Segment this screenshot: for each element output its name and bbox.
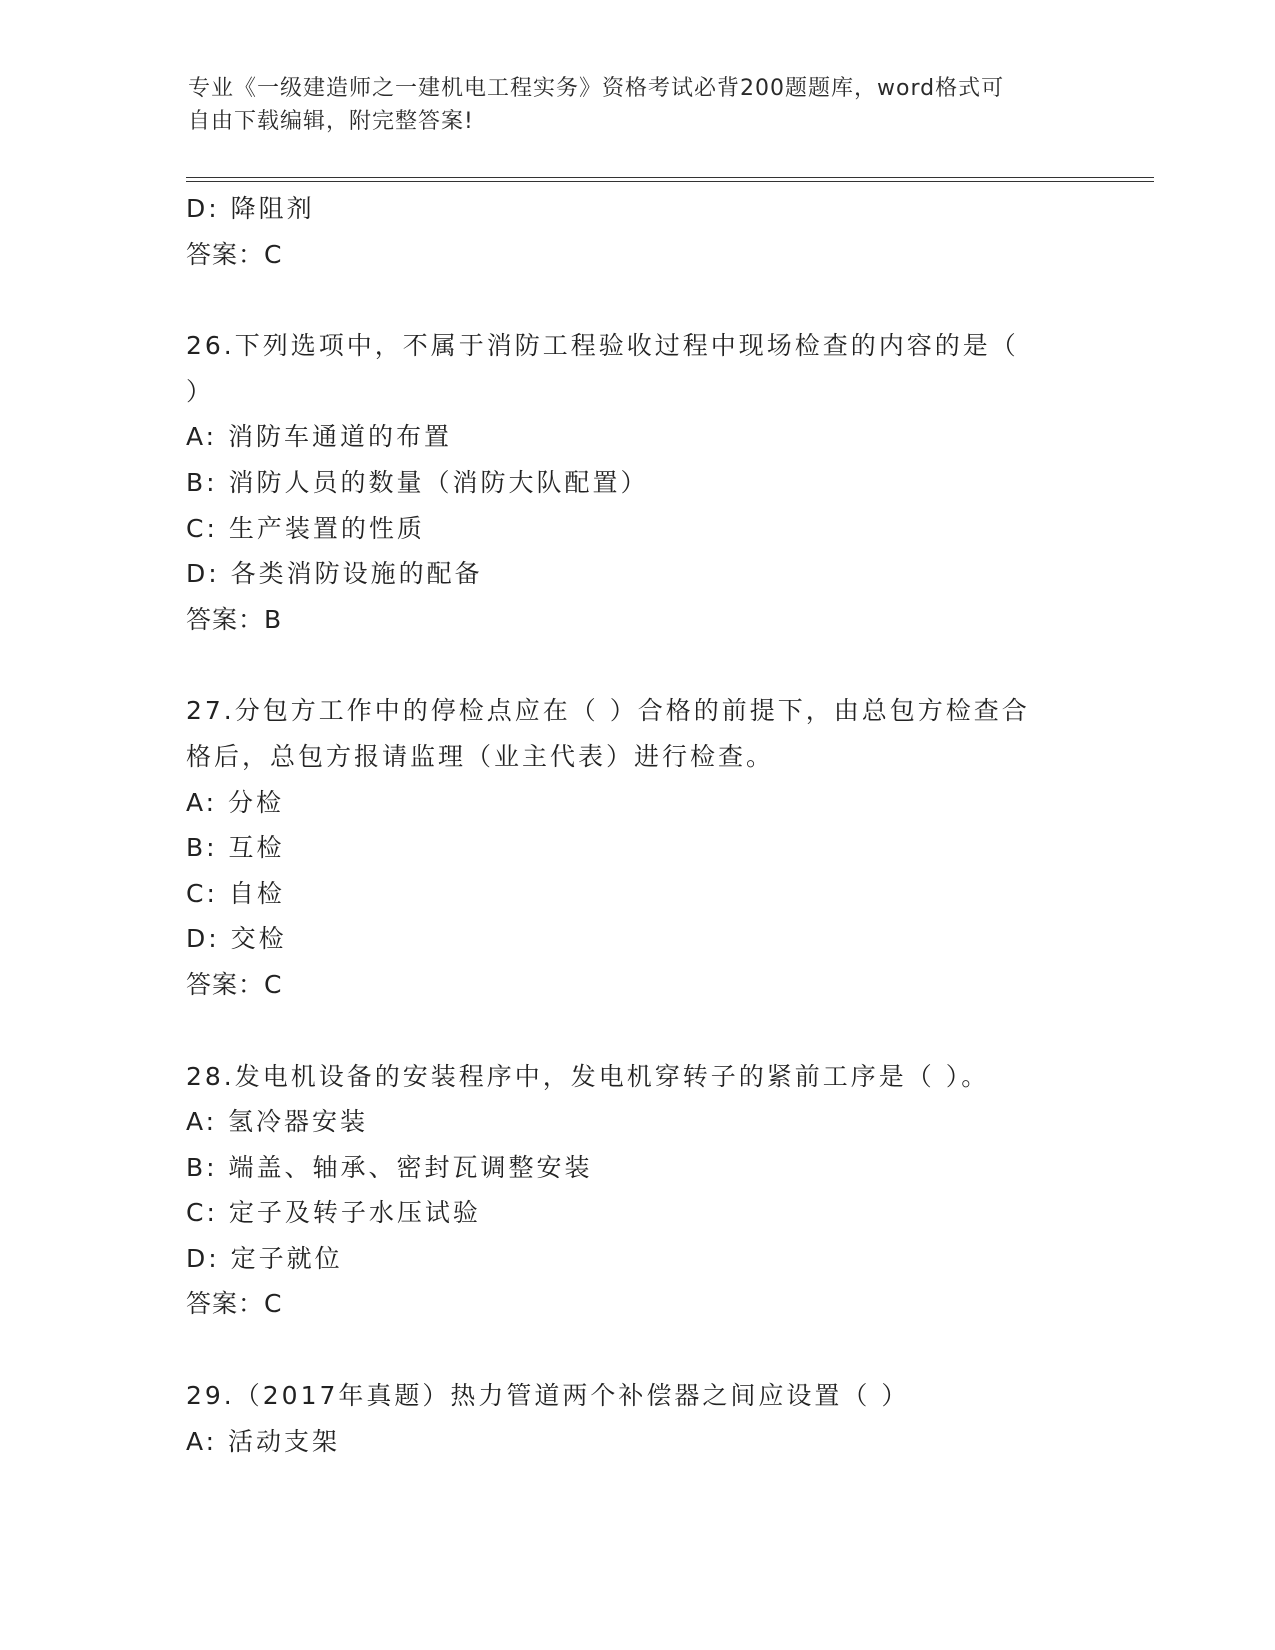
option-d: D: 交检 [186,924,287,954]
answer: 答案：B [186,604,283,634]
question-stem: 29.（2017年真题）热力管道两个补偿器之间应设置（ ） [186,1381,910,1411]
question-28 [186,1054,1086,1328]
spacer [186,1008,1086,1054]
option-c: C: 生产装置的性质 [186,513,425,543]
header-line-2: 自由下载编辑，附完整答案! [188,109,474,134]
option-d: D: 各类消防设施的配备 [186,559,483,589]
page-header [188,72,1088,138]
option-a: A: 氢冷器安装 [186,1107,369,1137]
spacer [186,277,1086,323]
question-stem-continued: ） [186,376,215,406]
spacer [186,1327,1086,1373]
option-b: B: 端盖、轴承、密封瓦调整安装 [186,1152,593,1182]
carryover-option-d: D: 降阻剂 [186,194,315,223]
question-27 [186,688,1086,1007]
option-b: B: 互检 [186,833,285,863]
question-content [186,186,1086,1464]
option-b: B: 消防人员的数量（消防大队配置） [186,467,649,497]
option-c: C: 自检 [186,878,285,908]
question-29 [186,1373,1086,1464]
question-stem: 28.发电机设备的安装程序中，发电机穿转子的紧前工序是（ ）。 [186,1061,990,1091]
answer: 答案：C [186,1289,283,1319]
option-d: D: 定子就位 [186,1243,343,1273]
question-stem-continued: 格后，总包方报请监理（业主代表）进行检查。 [186,741,775,771]
option-a: A: 消防车通道的布置 [186,422,453,452]
question-stem: 27.分包方工作中的停检点应在（ ）合格的前提下，由总包方检查合 [186,696,1030,726]
option-c: C: 定子及转子水压试验 [186,1198,481,1228]
carryover-answer: 答案：C [186,239,283,269]
question-26 [186,323,1086,642]
header-line-1: 专业《一级建造师之一建机电工程实务》资格考试必背200题题库，word格式可 [188,76,1005,101]
option-a: A: 活动支架 [186,1426,341,1456]
option-a: A: 分检 [186,787,285,817]
header-divider-bottom [186,181,1154,182]
answer: 答案：C [186,969,283,999]
question-stem: 26.下列选项中，不属于消防工程验收过程中现场检查的内容的是（ [186,331,1019,361]
spacer [186,642,1086,688]
header-divider-top [186,177,1154,178]
